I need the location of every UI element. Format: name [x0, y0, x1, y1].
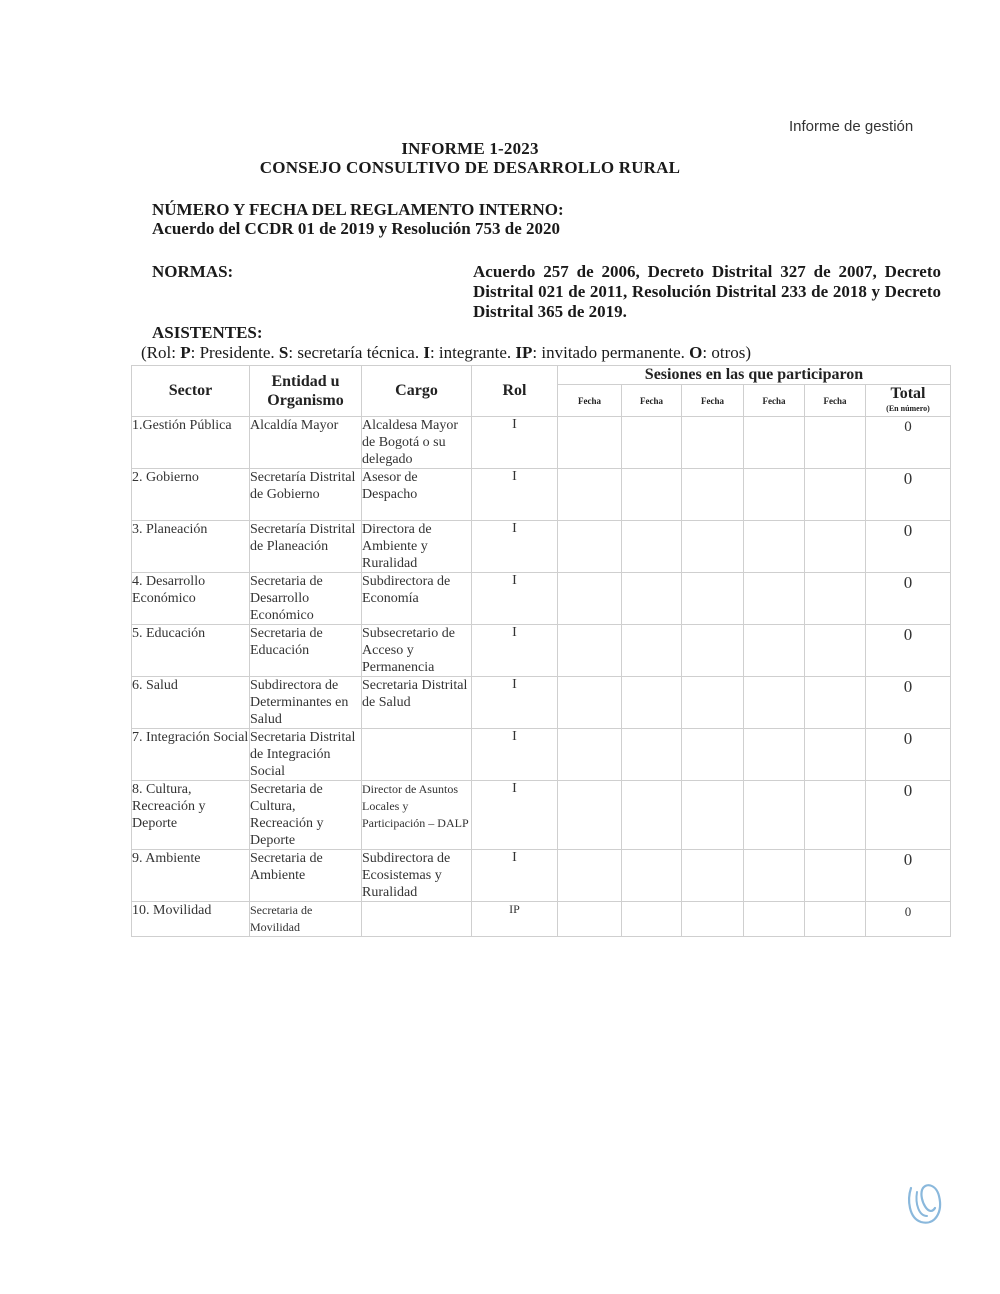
rol-cell: I	[472, 850, 558, 902]
header-cargo: Cargo	[362, 366, 472, 417]
header-fecha: Fecha	[682, 385, 744, 417]
table-row	[132, 417, 951, 469]
total-cell: 0	[866, 417, 951, 469]
entidad-cell: Subdirectora de Determinantes en Salud	[250, 677, 362, 729]
sector-cell: 1.Gestión Pública	[132, 417, 250, 469]
reglamento-value: Acuerdo del CCDR 01 de 2019 y Resolución 753 de 2020	[152, 219, 560, 238]
role-legend: (Rol: P: Presidente. S: secretaría técnica. I: integrante. IP: invitado permanente. O: otros)	[141, 343, 752, 362]
total-cell: 0	[866, 625, 951, 677]
sector-cell: 9. Ambiente	[132, 850, 250, 902]
table-row	[132, 850, 951, 902]
header-total: Total (En número)	[866, 385, 951, 417]
total-cell: 0	[866, 902, 951, 937]
rol-cell: I	[472, 625, 558, 677]
table-row	[132, 677, 951, 729]
cargo-cell: Subdirectora de Ecosistemas y Ruralidad	[362, 850, 472, 902]
normas-value: Acuerdo 257 de 2006, Decreto Distrital 327 de 2007, Decreto Distrital 021 de 2011, Resolución Distrital 233 de 2018 y Decreto Distrital 365 de 2019.	[473, 262, 941, 321]
entidad-cell: Secretaria de Cultura, Recreación y Deporte	[250, 781, 362, 850]
table-row	[132, 729, 951, 781]
entidad-cell: Secretaria de Movilidad	[250, 902, 362, 937]
report-title: INFORME 1-2023	[401, 139, 539, 158]
rol-cell: I	[472, 573, 558, 625]
entidad-cell: Secretaria de Educación	[250, 625, 362, 677]
sector-cell: 4. Desarrollo Económico	[132, 573, 250, 625]
cargo-cell: Subsecretario de Acceso y Permanencia	[362, 625, 472, 677]
header-rol: Rol	[472, 366, 558, 417]
table-row	[132, 625, 951, 677]
sector-cell: 3. Planeación	[132, 521, 250, 573]
cargo-cell: Alcaldesa Mayor de Bogotá o su delegado	[362, 417, 472, 469]
total-cell: 0	[866, 850, 951, 902]
table-row	[132, 781, 951, 850]
rol-cell: I	[472, 417, 558, 469]
rol-cell: I	[472, 469, 558, 521]
cargo-cell: Asesor de Despacho	[362, 469, 472, 521]
total-cell: 0	[866, 521, 951, 573]
header-fecha: Fecha	[622, 385, 682, 417]
table-row	[132, 469, 951, 521]
sector-cell: 7. Integración Social	[132, 729, 250, 781]
cargo-cell	[362, 902, 472, 937]
sector-cell: 5. Educación	[132, 625, 250, 677]
sector-cell: 6. Salud	[132, 677, 250, 729]
reglamento-label: NÚMERO Y FECHA DEL REGLAMENTO INTERNO:	[152, 200, 564, 219]
table-row	[132, 521, 951, 573]
sector-cell: 10. Movilidad	[132, 902, 250, 937]
total-cell: 0	[866, 469, 951, 521]
total-cell: 0	[866, 677, 951, 729]
entidad-cell: Secretaría Distrital de Gobierno	[250, 469, 362, 521]
rol-cell: IP	[472, 902, 558, 937]
header-sesiones: Sesiones en las que participaron	[558, 366, 951, 385]
header-fecha: Fecha	[744, 385, 805, 417]
rol-cell: I	[472, 677, 558, 729]
entidad-cell: Secretaria de Desarrollo Económico	[250, 573, 362, 625]
total-cell: 0	[866, 781, 951, 850]
normas-label: NORMAS:	[152, 262, 234, 281]
council-name: CONSEJO CONSULTIVO DE DESARROLLO RURAL	[259, 158, 681, 177]
table-row	[132, 902, 951, 937]
sector-cell: 2. Gobierno	[132, 469, 250, 521]
sector-cell: 8. Cultura, Recreación y Deporte	[132, 781, 250, 850]
cargo-cell: Director de Asuntos Locales y Participación – DALP	[362, 781, 472, 850]
asistentes-label: ASISTENTES:	[152, 323, 263, 342]
document-type-label: Informe de gestión	[789, 118, 914, 135]
cargo-cell	[362, 729, 472, 781]
cargo-cell: Directora de Ambiente y Ruralidad	[362, 521, 472, 573]
header-fecha: Fecha	[805, 385, 866, 417]
entidad-cell: Secretaria Distrital de Integración Social	[250, 729, 362, 781]
table-row	[132, 573, 951, 625]
cargo-cell: Secretaria Distrital de Salud	[362, 677, 472, 729]
header-entidad: Entidad u Organismo	[250, 366, 362, 417]
total-cell: 0	[866, 729, 951, 781]
cargo-cell: Subdirectora de Economía	[362, 573, 472, 625]
entidad-cell: Secretaria de Ambiente	[250, 850, 362, 902]
total-cell: 0	[866, 573, 951, 625]
entidad-cell: Alcaldía Mayor	[250, 417, 362, 469]
entidad-cell: Secretaría Distrital de Planeación	[250, 521, 362, 573]
rol-cell: I	[472, 781, 558, 850]
rol-cell: I	[472, 521, 558, 573]
attendees-table	[131, 365, 951, 937]
watermark-logo-icon	[905, 1178, 945, 1230]
rol-cell: I	[472, 729, 558, 781]
header-fecha: Fecha	[558, 385, 622, 417]
header-sector: Sector	[132, 366, 250, 417]
